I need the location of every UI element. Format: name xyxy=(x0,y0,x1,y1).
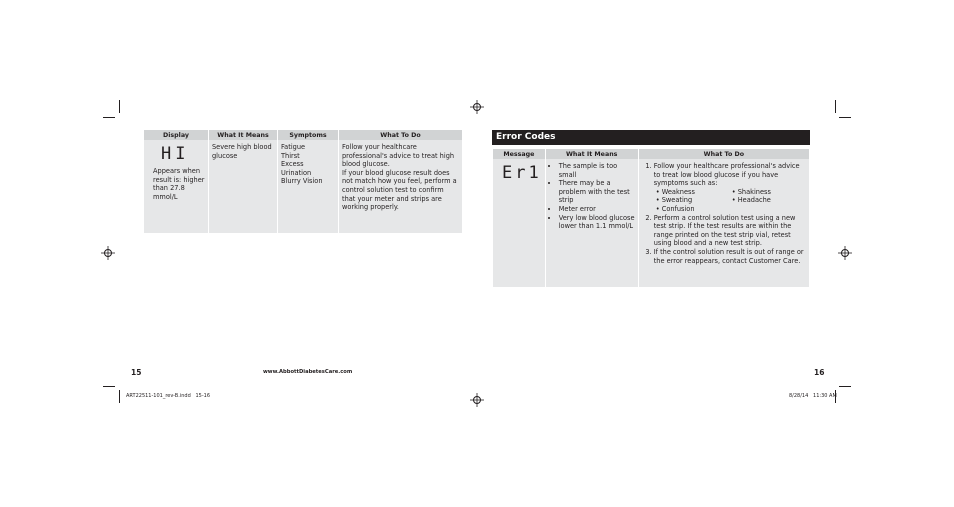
what-to-do-cell xyxy=(639,159,809,287)
list-item: 3. If the control solution result is out of range or the error reappears, contact Customer Care. xyxy=(654,248,806,265)
list-item: 2. Perform a control solution test using a new test strip. If the test results are within the range printed on the test strip vial, retest using blood and a new test strip. xyxy=(654,214,806,248)
page-number-left: 15 xyxy=(131,368,142,377)
symptom-item: • Weakness xyxy=(655,187,695,196)
crop-mark xyxy=(839,386,851,387)
list-item: • Very low blood glucose lower than 1.1 mmol/L xyxy=(559,214,635,231)
header-display: Display xyxy=(144,130,208,140)
steps-list xyxy=(642,162,806,265)
table-row xyxy=(144,140,462,233)
header-what-to-do: What To Do xyxy=(339,130,462,140)
registration-mark-icon xyxy=(470,393,484,407)
todo-paragraph: Follow your healthcare professional's advice to treat high blood glucose. xyxy=(342,143,455,169)
message-cell xyxy=(493,159,545,287)
list-item: • Meter error xyxy=(559,205,635,214)
page-number-right: 16 xyxy=(814,368,825,377)
symptom-item: Fatigue xyxy=(281,143,306,151)
crop-mark xyxy=(103,117,115,118)
meaning-cell: Severe high blood glucose xyxy=(209,140,277,233)
step-text: Follow your healthcare professional's advice to treat low blood glucose if you have symptoms such as: xyxy=(653,162,800,188)
header-message: Message xyxy=(493,149,545,159)
high-glucose-table xyxy=(143,130,463,233)
symptom-item: • Sweating xyxy=(655,196,693,205)
symptom-grid xyxy=(654,188,806,214)
registration-mark-icon xyxy=(838,246,852,260)
error-codes-table xyxy=(492,149,810,287)
header-what-to-do: What To Do xyxy=(639,149,809,159)
symptoms-cell xyxy=(278,140,338,233)
symptom-item: • Shakiness xyxy=(731,187,771,196)
symptom-item: • Headache xyxy=(731,196,771,205)
file-date: 8/28/14 11:30 AM xyxy=(789,393,837,399)
crop-mark xyxy=(119,100,120,113)
header-what-it-means: What It Means xyxy=(546,149,638,159)
list-item: • The sample is too small xyxy=(559,162,635,179)
file-slug: ART22511-101_rev-B.indd 15-16 xyxy=(126,393,211,399)
table-row xyxy=(493,159,809,287)
symptom-item: Blurry Vision xyxy=(281,177,323,186)
display-cell xyxy=(144,140,208,233)
meaning-list xyxy=(549,162,635,231)
header-symptoms: Symptoms xyxy=(278,130,338,140)
appears-when-text: Appears when result is: higher than 27.8 mmol/L xyxy=(153,167,205,201)
list-item xyxy=(654,162,806,214)
todo-paragraph: If your blood glucose result does not match how you feel, perform a control solution test to confirm that your meter and strips are working properly. xyxy=(342,168,457,212)
symptom-item: Excess Urination xyxy=(281,160,312,177)
header-what-it-means: What It Means xyxy=(209,130,277,140)
section-title: Error Codes xyxy=(492,130,810,145)
table-header-row xyxy=(144,130,462,140)
meaning-cell xyxy=(546,159,638,287)
crop-mark xyxy=(839,117,851,118)
lcd-display: HI xyxy=(161,144,190,164)
crop-mark xyxy=(835,100,836,113)
table-header-row xyxy=(493,149,809,159)
what-to-do-cell xyxy=(339,140,462,233)
footer-url: www.AbbottDiabetesCare.com xyxy=(263,369,353,375)
crop-mark xyxy=(119,390,120,403)
list-item: • There may be a problem with the test strip xyxy=(559,179,635,205)
registration-mark-icon xyxy=(101,246,115,260)
symptom-item: Thirst xyxy=(281,151,300,160)
registration-mark-icon xyxy=(470,100,484,114)
crop-mark xyxy=(103,386,115,387)
lcd-display: Er1 xyxy=(502,163,542,183)
symptom-item: • Confusion xyxy=(655,204,695,213)
